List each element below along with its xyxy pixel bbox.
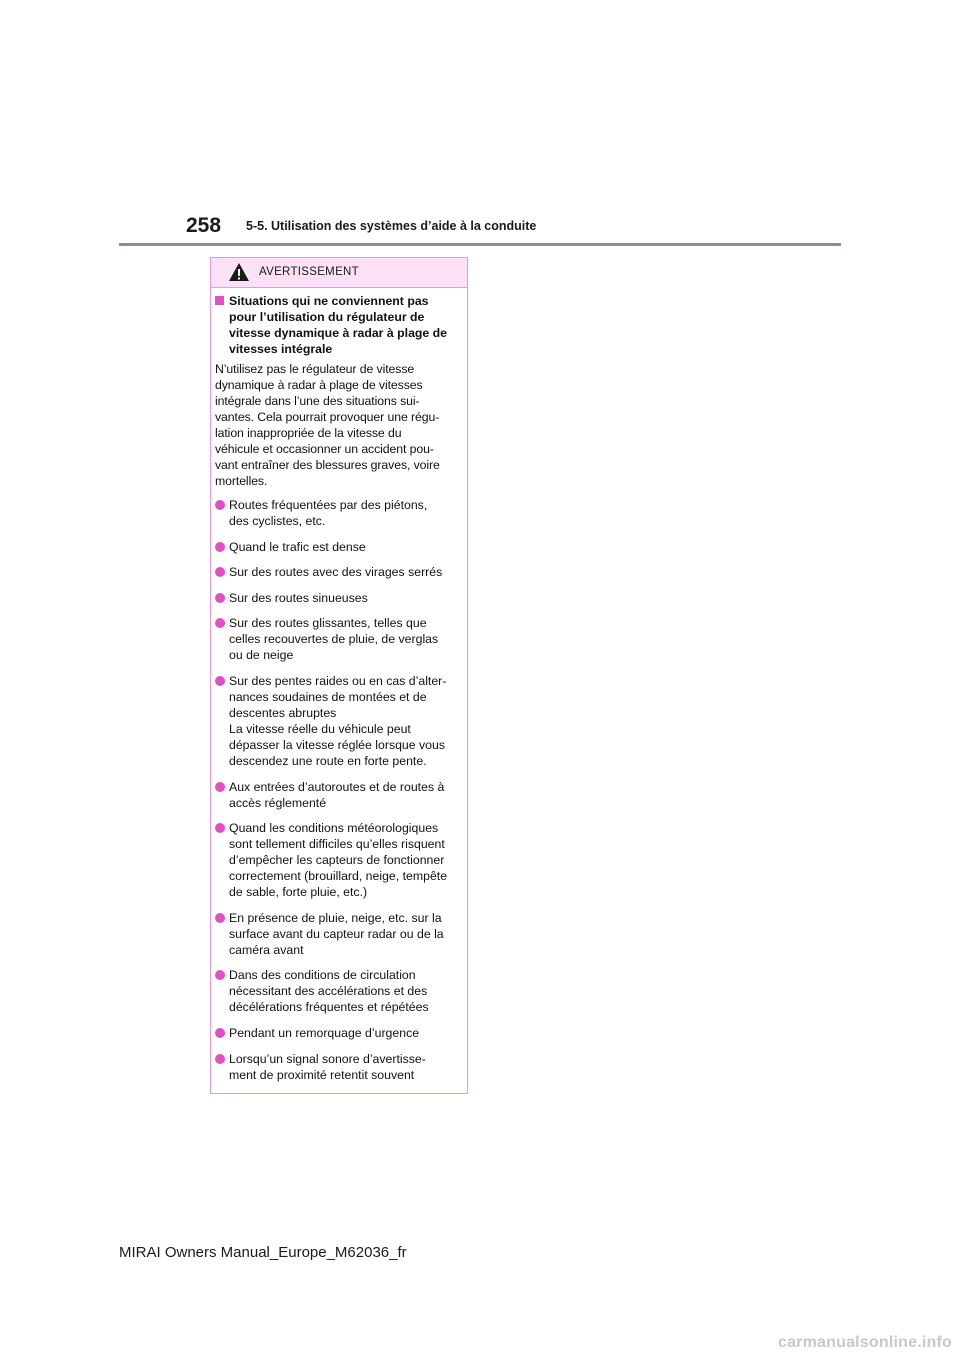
circle-bullet-icon (215, 676, 225, 686)
page-number: 258 (186, 214, 222, 237)
circle-bullet-icon (215, 593, 225, 603)
circle-bullet-icon (215, 567, 225, 577)
warning-triangle-icon (228, 262, 250, 282)
warning-header (211, 258, 467, 288)
list-item (215, 673, 463, 769)
section-title: 5-5. Utilisation des systèmes d’aide à la conduite (246, 219, 537, 233)
list-item-text: Routes fréquentées par des piétons, des cyclistes, etc. (229, 498, 428, 528)
list-item (215, 1051, 463, 1083)
circle-bullet-icon (215, 1054, 225, 1064)
list-item (215, 539, 463, 555)
list-item (215, 615, 463, 663)
square-bullet-icon (215, 296, 224, 305)
list-item-text: Sur des routes avec des virages serrés (229, 565, 443, 580)
list-item (215, 1025, 463, 1041)
circle-bullet-icon (215, 500, 225, 510)
list-item (215, 910, 463, 958)
list-item (215, 779, 463, 811)
warning-body (211, 288, 467, 1083)
list-item-text: Dans des conditions de circulation nécessitant des accélérations et des décélérations fréquentes et répétées (229, 968, 429, 1015)
header-rule (119, 243, 841, 246)
circle-bullet-icon (215, 618, 225, 628)
list-item-text: Lorsqu’un signal sonore d’avertisse- ment de proximité retentit souvent (229, 1051, 426, 1082)
circle-bullet-icon (215, 782, 225, 792)
list-item-text: Sur des routes glissantes, telles que celles recouvertes de pluie, de verglas ou de neige (229, 616, 439, 663)
warning-box (210, 257, 468, 1094)
warning-heading: Situations qui ne conviennent pas pour l’utilisation du régulateur de vitesse dynamique à radar à plage de vitesses intégrale (229, 294, 448, 356)
circle-bullet-icon (215, 970, 225, 980)
circle-bullet-icon (215, 823, 225, 833)
list-item (215, 967, 463, 1015)
situation-list (215, 497, 463, 1083)
list-item-text: En présence de pluie, neige, etc. sur la surface avant du capteur radar ou de la caméra avant (229, 910, 444, 957)
circle-bullet-icon (215, 542, 225, 552)
list-item-text: Pendant un remorquage d’urgence (229, 1025, 420, 1040)
list-item-text: Aux entrées d’autoroutes et de routes à accès réglementé (229, 779, 445, 810)
list-item (215, 564, 463, 580)
list-item-text: Sur des pentes raides ou en cas d’alter- nances soudaines de montées et de descentes abruptes La vitesse réelle du véhicule peut dépasser la vitesse réglée lorsque vous descendez une route en forte pente. (229, 673, 447, 768)
list-item-text: Quand le trafic est dense (229, 539, 366, 554)
list-item (215, 590, 463, 606)
list-item-text: Quand les conditions météorologiques sont tellement difficiles qu’elles risquent d’empêcher les capteurs de fonctionner correctement (brouillard, neige, tempête de sable, forte pluie, etc.) (229, 821, 448, 900)
circle-bullet-icon (215, 913, 225, 923)
list-item (215, 820, 463, 900)
list-item-text: Sur des routes sinueuses (229, 590, 368, 605)
watermark: carmanualsonline.info (777, 1334, 952, 1351)
circle-bullet-icon (215, 1028, 225, 1038)
warning-intro: N’utilisez pas le régulateur de vitesse dynamique à radar à plage de vitesses intégrale dans l’une des situations sui- vantes. Cela pourrait provoquer une régu- lation inappropriée de la vitesse du véhicule et occasionner un accident pou- vant entraîner des blessures graves, voire mortelles. (215, 362, 440, 488)
footer-text: MIRAI Owners Manual_Europe_M62036_fr (119, 1244, 407, 1261)
warning-topic (215, 293, 463, 357)
list-item (215, 497, 463, 529)
warning-title: AVERTISSEMENT (259, 266, 359, 278)
